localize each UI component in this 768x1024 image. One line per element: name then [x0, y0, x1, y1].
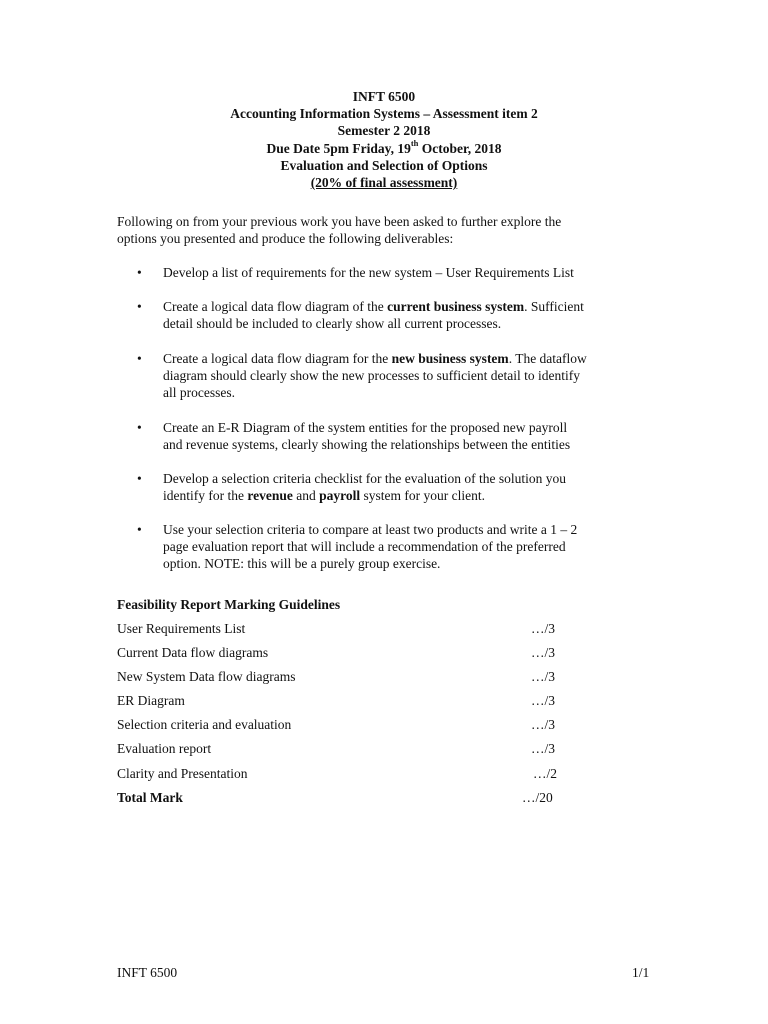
list-item-line: [163, 298, 584, 315]
list-item-line: Develop a selection criteria checklist for the evaluation of the solution you: [163, 471, 566, 486]
intro-paragraph: [117, 213, 677, 247]
list-item-line: Create an E-R Diagram of the system entities for the proposed new payroll: [163, 420, 568, 435]
criterion-score: …/3: [531, 717, 556, 732]
criterion-label: New System Data flow diagrams: [117, 669, 296, 684]
total-label: Total Mark: [117, 790, 183, 805]
list-item-line: option. NOTE: this will be a purely group exercise.: [163, 556, 441, 571]
due-date-prefix: Due Date 5pm Friday, 19: [266, 140, 411, 156]
criterion-score: …/3: [531, 645, 556, 660]
list-item-line: [163, 350, 587, 367]
criterion-score: …/2: [533, 766, 558, 781]
list-item-line: [163, 487, 566, 504]
bullet-icon: •: [137, 471, 142, 486]
list-item-text: [163, 264, 574, 281]
list-item-line: all processes.: [163, 385, 235, 400]
bullet-icon: •: [137, 265, 142, 280]
list-item-text: [163, 521, 577, 572]
list-item-line: and revenue systems, clearly showing the relationships between the entities: [163, 437, 571, 452]
due-date-ordinal: th: [410, 138, 419, 149]
list-item-text: [163, 298, 584, 332]
marking-row: [117, 765, 577, 783]
list-item-text: [163, 350, 587, 401]
criterion-label: ER Diagram: [117, 693, 185, 708]
bullet-icon: •: [137, 299, 142, 314]
text-run: Create a logical data flow diagram of the: [163, 299, 388, 314]
emphasis-text: revenue: [247, 488, 293, 503]
marking-row: [117, 620, 577, 638]
marking-row: [117, 740, 577, 758]
due-date: [0, 140, 768, 157]
intro-line: Following on from your previous work you have been asked to further explore the: [117, 214, 562, 229]
bullet-icon: •: [137, 351, 142, 366]
emphasis-text: current business system: [387, 299, 525, 314]
marking-row: [117, 644, 577, 662]
criterion-label: Evaluation report: [117, 741, 212, 756]
total-row: [117, 789, 577, 807]
bullet-icon: •: [137, 522, 142, 537]
course-code: INFT 6500: [352, 89, 416, 104]
list-item-line: page evaluation report that will include a recommendation of the preferred: [163, 539, 566, 554]
text-run: . Sufficient: [524, 299, 584, 314]
footer-page-number: 1/1: [632, 965, 650, 980]
document-header: [0, 88, 768, 191]
list-item-text: [163, 419, 570, 453]
guidelines-title: Feasibility Report Marking Guidelines: [117, 597, 341, 612]
emphasis-text: payroll: [319, 488, 361, 503]
criterion-score: …/3: [531, 621, 556, 636]
text-run: identify for the: [163, 488, 248, 503]
intro-line: options you presented and produce the following deliverables:: [117, 231, 454, 246]
text-run: and: [292, 488, 320, 503]
criterion-score: …/3: [531, 693, 556, 708]
text-run: system for your client.: [360, 488, 485, 503]
criterion-score: …/3: [531, 669, 556, 684]
text-run: . The dataflow: [508, 351, 587, 366]
marking-row: [117, 716, 577, 734]
criterion-label: Clarity and Presentation: [117, 766, 248, 781]
criterion-label: User Requirements List: [117, 621, 246, 636]
assessment-weight: (20% of final assessment): [310, 175, 458, 191]
list-item-line: diagram should clearly show the new processes to sufficient detail to identify: [163, 368, 581, 383]
semester: Semester 2 2018: [337, 123, 431, 139]
list-item-line: detail should be included to clearly show all current processes.: [163, 316, 502, 331]
list-item-line: Use your selection criteria to compare at least two products and write a 1 – 2: [163, 522, 578, 537]
bullet-icon: •: [137, 420, 142, 435]
due-date-suffix: October, 2018: [418, 140, 502, 156]
footer-course-code: INFT 6500: [117, 965, 178, 980]
criterion-label: Selection criteria and evaluation: [117, 717, 292, 732]
emphasis-text: new business system: [391, 351, 509, 366]
text-run: Create a logical data flow diagram for the: [163, 351, 392, 366]
list-item-line: Develop a list of requirements for the new system – User Requirements List: [163, 265, 574, 280]
marking-row: [117, 668, 577, 686]
criterion-label: Current Data flow diagrams: [117, 645, 269, 660]
list-item-text: [163, 470, 566, 504]
total-score: …/20: [522, 790, 553, 805]
assignment-title: Evaluation and Selection of Options: [280, 157, 488, 173]
marking-row: [117, 692, 577, 710]
course-title: Accounting Information Systems – Assessment item 2: [230, 106, 538, 122]
criterion-score: …/3: [531, 741, 556, 756]
